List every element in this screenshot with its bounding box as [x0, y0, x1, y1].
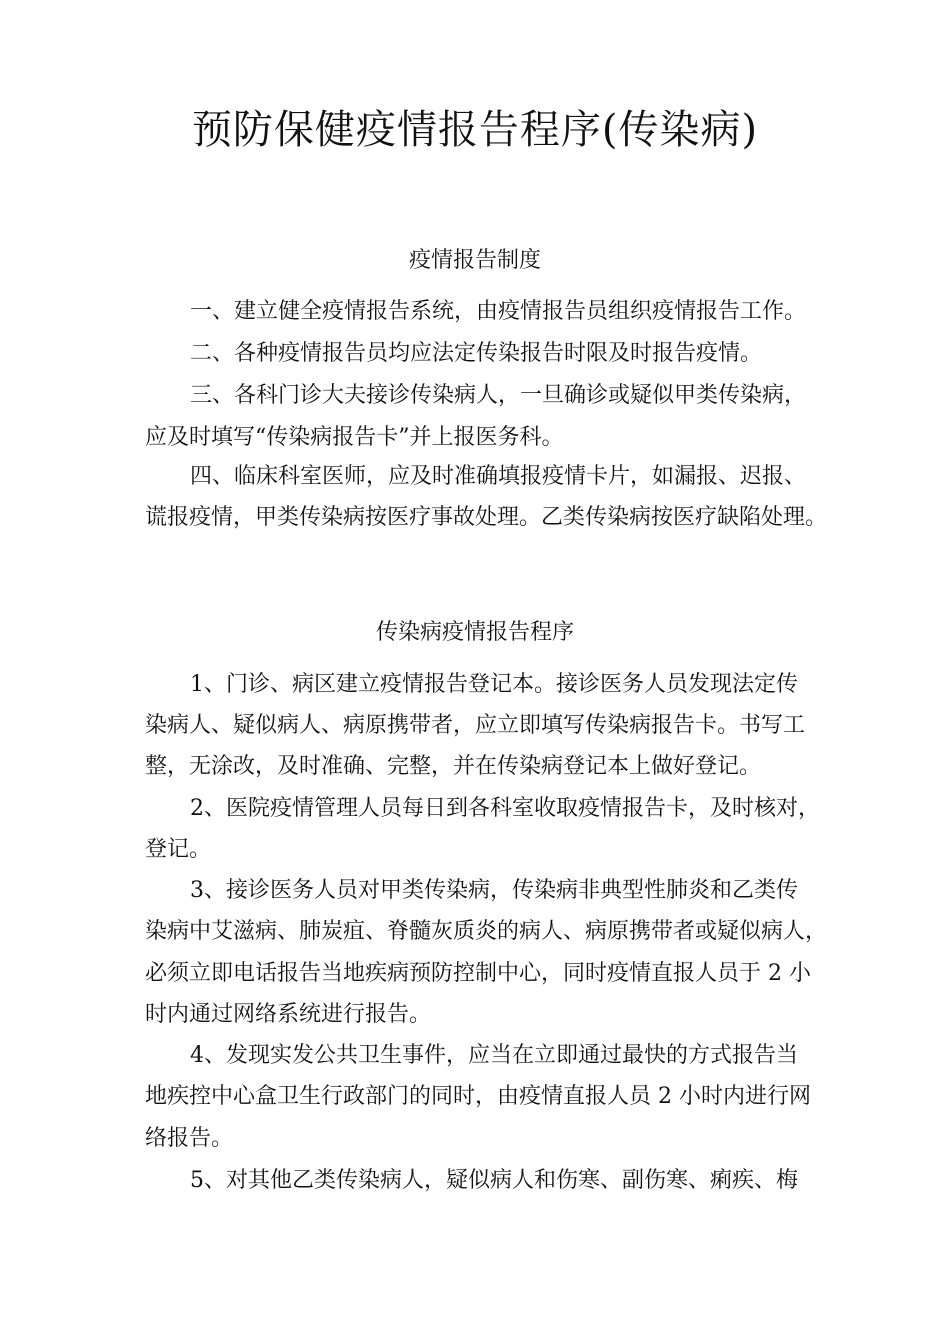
- paragraph-line: 整，无涂改，及时准确、完整，并在传染病登记本上做好登记。: [145, 754, 762, 779]
- paragraph-line: 应及时填写“传染病报告卡”并上报医务科。: [145, 425, 564, 450]
- paragraph-line: 地疾控中心盒卫生行政部门的同时，由疫情直报人员 2 小时内进行网: [145, 1084, 811, 1109]
- paragraph-line: 一、建立健全疫情报告系统，由疫情报告员组织疫情报告工作。: [190, 299, 807, 324]
- paragraph-line: 1、门诊、病区建立疫情报告登记本。接诊医务人员发现法定传: [190, 672, 798, 697]
- paragraph-line: 5、对其他乙类传染病人，疑似病人和伤寒、副伤寒、痢疾、梅: [190, 1168, 798, 1193]
- document-title: 预防保健疫情报告程序(传染病): [191, 107, 759, 153]
- paragraph-line: 2、医院疫情管理人员每日到各科室收取疫情报告卡，及时核对，: [190, 796, 820, 821]
- section-heading-epidemic-report-system: 疫情报告制度: [408, 248, 541, 273]
- paragraph-line: 必须立即电话报告当地疾病预防控制中心，同时疫情直报人员于 2 小: [145, 961, 811, 986]
- paragraph-line: 时内通过网络系统进行报告。: [145, 1002, 432, 1027]
- paragraph-line: 登记。: [145, 837, 212, 862]
- paragraph-line: 四、临床科室医师，应及时准确填报疫情卡片，如漏报、迟报、: [190, 464, 807, 489]
- paragraph-line: 谎报疫情，甲类传染病按医疗事故处理。乙类传染病按医疗缺陷处理。: [145, 505, 828, 530]
- paragraph-line: 4、发现实发公共卫生事件，应当在立即通过最快的方式报告当: [190, 1043, 798, 1068]
- paragraph-line: 络报告。: [145, 1126, 234, 1151]
- paragraph-line: 三、各科门诊大夫接诊传染病人，一旦确诊或疑似甲类传染病，: [190, 383, 807, 408]
- paragraph-line: 染病人、疑似病人、病原携带者，应立即填写传染病报告卡。书写工: [145, 713, 806, 738]
- section-heading-report-procedure: 传染病疫情报告程序: [375, 620, 574, 645]
- paragraph-line: 3、接诊医务人员对甲类传染病，传染病非典型性肺炎和乙类传: [190, 878, 798, 903]
- paragraph-line: 染病中艾滋病、肺炭疽、脊髓灰质炎的病人、病原携带者或疑似病人，: [145, 919, 828, 944]
- paragraph-line: 二、各种疫情报告员均应法定传染报告时限及时报告疫情。: [190, 341, 763, 366]
